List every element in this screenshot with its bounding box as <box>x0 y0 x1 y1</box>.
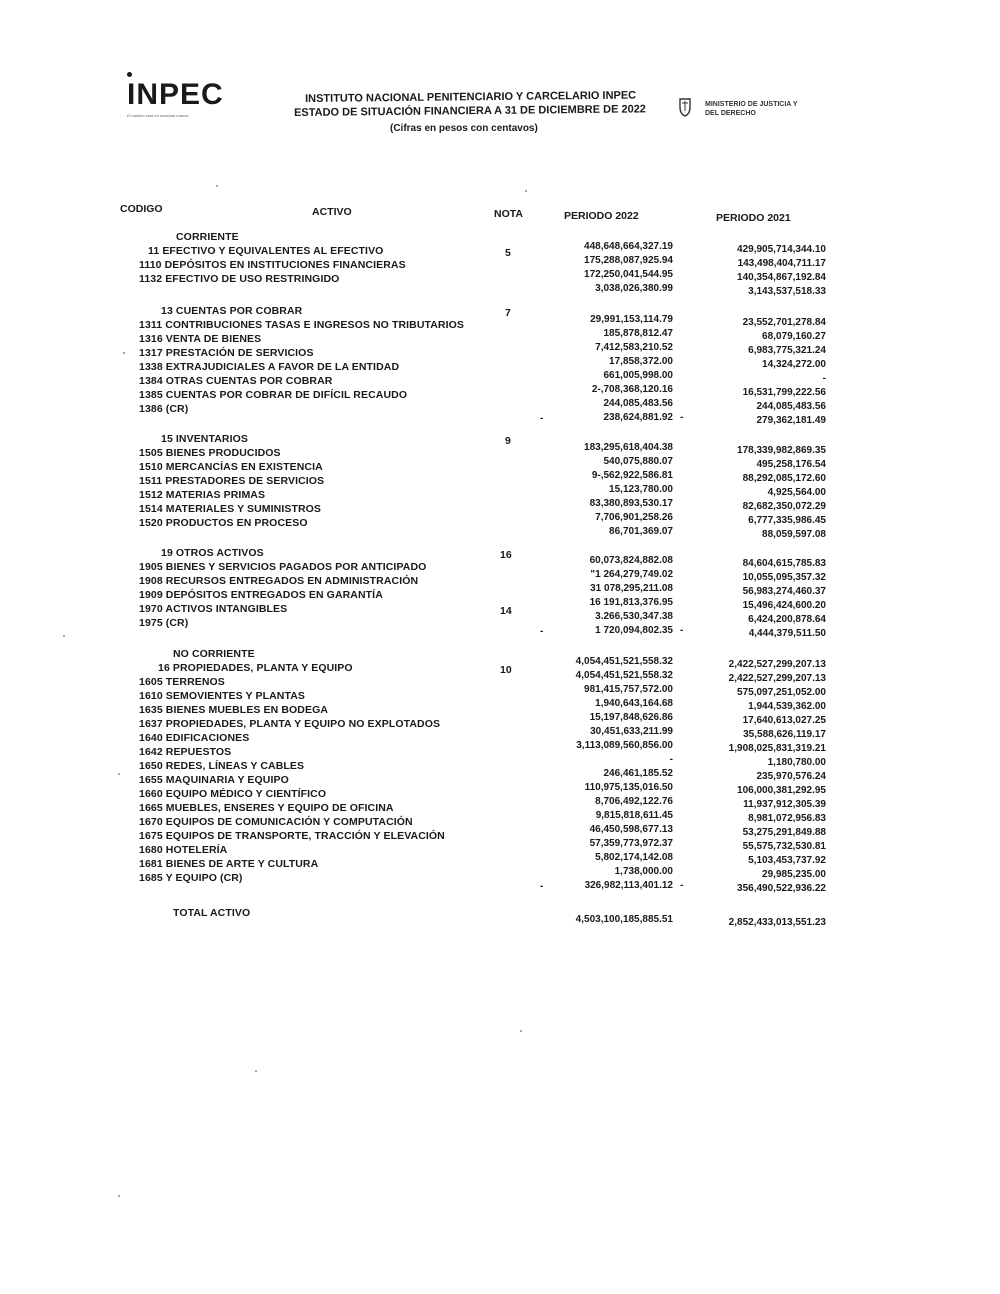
scan-speck <box>525 190 527 192</box>
column-header-period-2022: PERIODO 2022 <box>564 210 639 222</box>
account-label: 1681 BIENES DE ARTE Y CULTURA <box>139 858 319 870</box>
value-2022: 238,624,881.92 <box>603 412 673 423</box>
value-2022: 1 720,094,802.35 <box>595 625 673 636</box>
note-ref: 16 <box>500 549 512 561</box>
minus-marker-2022: - <box>540 413 544 424</box>
value-2021: 1,908,025,831,319.21 <box>728 743 826 754</box>
value-2022: 1,738,000.00 <box>614 866 673 877</box>
account-label: 1660 EQUIPO MÉDICO Y CIENTÍFICO <box>139 788 327 800</box>
scan-speck <box>123 352 125 354</box>
value-2021: 8,981,072,956.83 <box>748 813 826 824</box>
minus-marker-2022: - <box>540 626 544 637</box>
inpec-logo: INPEC <box>127 78 224 111</box>
value-2022: 30,451,633,211.99 <box>590 726 673 737</box>
note-ref: 14 <box>500 605 512 617</box>
account-label: 1665 MUEBLES, ENSERES Y EQUIPO DE OFICINA <box>139 802 394 814</box>
value-2021: 4,444,379,511.50 <box>748 628 826 639</box>
value-2021: 143,498,404,711.17 <box>737 258 826 269</box>
account-label: 1338 EXTRAJUDICIALES A FAVOR DE LA ENTIDAD <box>139 361 400 373</box>
value-2022: 172,250,041,544.95 <box>584 269 673 280</box>
value-2022: 9,815,818,611.45 <box>595 810 673 821</box>
value-2022: 246,461,185.52 <box>603 768 673 779</box>
account-label: 15 INVENTARIOS <box>161 433 248 446</box>
value-2022: 7,412,583,210.52 <box>595 342 673 353</box>
value-2021: 2,422,527,299,207.13 <box>728 673 826 684</box>
account-label: 1311 CONTRIBUCIONES TASAS E INGRESOS NO TRIBUTARIOS <box>139 319 465 331</box>
account-label: 1909 DEPÓSITOS ENTREGADOS EN GARANTÍA <box>139 589 383 601</box>
account-label: 16 PROPIEDADES, PLANTA Y EQUIPO <box>158 662 353 675</box>
value-2021: 88,059,597.08 <box>762 529 826 540</box>
value-2022: 448,648,664,327.19 <box>584 241 673 252</box>
value-2021: 2,852,433,013,551.23 <box>728 917 826 928</box>
value-2021: 244,085,483.56 <box>756 401 826 412</box>
column-header-period-2021: PERIODO 2021 <box>716 212 791 224</box>
scan-speck <box>63 635 65 637</box>
value-2022: 9-,562,922,586.81 <box>591 470 673 481</box>
account-label: 1384 OTRAS CUENTAS POR COBRAR <box>139 375 333 387</box>
scan-speck <box>255 1070 257 1072</box>
value-2021: 495,258,176.54 <box>756 459 826 470</box>
account-label: 1511 PRESTADORES DE SERVICIOS <box>139 475 325 487</box>
account-label: 1110 DEPÓSITOS EN INSTITUCIONES FINANCIERAS <box>139 259 406 271</box>
value-2022: 3,038,026,380.99 <box>595 283 673 294</box>
account-label: 1680 HOTELERÍA <box>139 844 228 856</box>
value-2021: 140,354,867,192.84 <box>737 272 826 283</box>
value-2022: 3,113,089,560,856.00 <box>576 740 673 751</box>
account-label: 1505 BIENES PRODUCIDOS <box>139 447 281 459</box>
value-2021: 35,588,626,119.17 <box>743 729 826 740</box>
account-label: 1675 EQUIPOS DE TRANSPORTE, TRACCIÓN Y ELEVACIÓN <box>139 830 445 842</box>
value-2021: 82,682,350,072.29 <box>742 501 826 512</box>
value-2022: 185,878,812.47 <box>603 328 673 339</box>
note-ref: 7 <box>505 307 511 319</box>
value-2022: 8,706,492,122.76 <box>595 796 673 807</box>
ministry-line2: DEL DERECHO <box>705 110 756 117</box>
note-ref: 5 <box>505 247 511 259</box>
account-label: 1975 (CR) <box>139 617 189 629</box>
value-2021: 6,983,775,321.24 <box>748 345 826 356</box>
value-2021: 235,970,576.24 <box>756 771 826 782</box>
value-2021: 23,552,701,278.84 <box>742 317 826 328</box>
account-label: NO CORRIENTE <box>173 648 255 661</box>
account-label: 11 EFECTIVO Y EQUIVALENTES AL EFECTIVO <box>148 245 384 258</box>
value-2021: 3,143,537,518.33 <box>748 286 826 297</box>
value-2022: 46,450,598,677.13 <box>589 824 673 835</box>
account-label: 1317 PRESTACIÓN DE SERVICIOS <box>139 347 314 359</box>
account-label: 1605 TERRENOS <box>139 676 225 688</box>
value-2022: 15,123,780.00 <box>609 484 673 495</box>
account-label: 1510 MERCANCÍAS EN EXISTENCIA <box>139 461 323 473</box>
account-label: 1512 MATERIAS PRIMAS <box>139 489 266 501</box>
value-2021: 53,275,291,849.88 <box>742 827 826 838</box>
value-2021: 279,362,181.49 <box>756 415 826 426</box>
value-2022: 175,288,087,925.94 <box>584 255 673 266</box>
account-label: 1514 MATERIALES Y SUMINISTROS <box>139 503 322 515</box>
value-2022: 3.266,530,347.38 <box>595 611 673 622</box>
value-2022: 15,197,848,626.86 <box>589 712 673 723</box>
value-2022: 4,054,451,521,558.32 <box>575 670 673 681</box>
account-label: 1637 PROPIEDADES, PLANTA Y EQUIPO NO EXPLOTADOS <box>139 718 441 730</box>
document-title-line1: INSTITUTO NACIONAL PENITENCIARIO Y CARCELARIO INPEC <box>305 89 637 105</box>
value-2022: 4,054,451,521,558.32 <box>575 656 673 667</box>
account-label: 1908 RECURSOS ENTREGADOS EN ADMINISTRACIÓN <box>139 575 419 587</box>
account-label: 1385 CUENTAS POR COBRAR DE DIFÍCIL RECAUDO <box>139 389 408 401</box>
account-label: 1520 PRODUCTOS EN PROCESO <box>139 517 308 529</box>
value-2021: 84,604,615,785.83 <box>742 558 826 569</box>
account-label: 1670 EQUIPOS DE COMUNICACIÓN Y COMPUTACIÓN <box>139 816 413 828</box>
minus-marker-2021: - <box>680 412 684 423</box>
value-2021: 56,983,274,460.37 <box>742 586 826 597</box>
column-header-note: NOTA <box>494 208 523 220</box>
value-2021: 16,531,799,222.56 <box>742 387 826 398</box>
account-label: 1650 REDES, LÍNEAS Y CABLES <box>139 760 305 772</box>
logo-tagline: El cambio está en nuestras manos <box>127 113 189 118</box>
account-label: 19 OTROS ACTIVOS <box>161 547 264 560</box>
value-2021: 5,103,453,737.92 <box>748 855 826 866</box>
value-2021: 2,422,527,299,207.13 <box>728 659 826 670</box>
column-header-asset: ACTIVO <box>312 206 352 218</box>
value-2021: 6,777,335,986.45 <box>748 515 826 526</box>
value-2021: 106,000,381,292.95 <box>737 785 826 796</box>
ministry-name <box>705 100 798 118</box>
account-label: 1132 EFECTIVO DE USO RESTRINGIDO <box>139 273 340 285</box>
account-label: 1610 SEMOVIENTES Y PLANTAS <box>139 690 305 702</box>
value-2022: 83,380,893,530.17 <box>589 498 673 509</box>
value-2021: 15,496,424,600.20 <box>742 600 826 611</box>
value-2021: 1,944,539,362.00 <box>748 701 826 712</box>
value-2022: 4,503,100,185,885.51 <box>575 914 673 925</box>
ministry-line1: MINISTERIO DE JUSTICIA Y <box>705 101 798 108</box>
scan-speck <box>118 1195 120 1197</box>
value-2022: 7,706,901,258.26 <box>595 512 673 523</box>
value-2021: 88,292,085,172.60 <box>742 473 826 484</box>
column-header-code: CODIGO <box>120 203 163 215</box>
account-label: 1386 (CR) <box>139 403 189 415</box>
value-2022: - <box>669 754 673 765</box>
value-2022: 183,295,618,404.38 <box>584 442 673 453</box>
value-2021: 11,937,912,305.39 <box>743 799 826 810</box>
value-2022: 60,073,824,882.08 <box>589 555 673 566</box>
scan-speck <box>216 185 218 187</box>
account-label: 1655 MAQUINARIA Y EQUIPO <box>139 774 289 786</box>
account-label: 1642 REPUESTOS <box>139 746 232 758</box>
value-2021: 356,490,522,936.22 <box>737 883 826 894</box>
minus-marker-2021: - <box>680 625 684 636</box>
scan-speck <box>520 1030 522 1032</box>
value-2021: 178,339,982,869.35 <box>737 445 826 456</box>
value-2022: 540,075,880.07 <box>603 456 673 467</box>
account-label: 13 CUENTAS POR COBRAR <box>161 305 303 318</box>
value-2021: 29,985,235.00 <box>762 869 826 880</box>
value-2021: 55,575,732,530.81 <box>742 841 826 852</box>
value-2022: 5,802,174,142.08 <box>595 852 673 863</box>
coat-of-arms-icon <box>678 97 692 117</box>
value-2022: 110,975,135,016.50 <box>584 782 673 793</box>
value-2021: 1,180,780.00 <box>767 757 826 768</box>
value-2022: "1 264,279,749.02 <box>590 569 673 580</box>
value-2021: - <box>822 373 826 384</box>
value-2022: 326,982,113,401.12 <box>584 880 673 891</box>
value-2021: 68,079,160.27 <box>762 331 826 342</box>
note-ref: 9 <box>505 435 511 447</box>
account-label: 1970 ACTIVOS INTANGIBLES <box>139 603 288 615</box>
value-2021: 17,640,613,027.25 <box>742 715 826 726</box>
value-2022: 86,701,369.07 <box>609 526 673 537</box>
value-2022: 29,991,153,114.79 <box>590 314 673 325</box>
value-2022: 16 191,813,376.95 <box>589 597 673 608</box>
minus-marker-2021: - <box>680 880 684 891</box>
account-label: 1905 BIENES Y SERVICIOS PAGADOS POR ANTICIPADO <box>139 561 427 573</box>
value-2021: 4,925,564.00 <box>767 487 826 498</box>
document-title-line2: ESTADO DE SITUACIÓN FINANCIERA A 31 DE DICIEMBRE DE 2022 <box>294 103 646 119</box>
value-2021: 575,097,251,052.00 <box>737 687 826 698</box>
document-title-line3: (Cifras en pesos con centavos) <box>390 123 538 134</box>
value-2021: 14,324,272.00 <box>762 359 826 370</box>
note-ref: 10 <box>500 664 512 676</box>
account-label: 1635 BIENES MUEBLES EN BODEGA <box>139 704 329 716</box>
value-2022: 17,858,372.00 <box>609 356 673 367</box>
value-2022: 661,005,998.00 <box>603 370 673 381</box>
logo-dot <box>127 72 132 77</box>
account-label: 1685 Y EQUIPO (CR) <box>139 872 243 884</box>
value-2022: 31 078,295,211.08 <box>590 583 673 594</box>
value-2022: 1,940,643,164.68 <box>595 698 673 709</box>
value-2021: 10,055,095,357.32 <box>742 572 826 583</box>
account-label: TOTAL ACTIVO <box>173 907 251 920</box>
account-label: 1640 EDIFICACIONES <box>139 732 250 744</box>
account-label: CORRIENTE <box>176 231 239 244</box>
minus-marker-2022: - <box>540 881 544 892</box>
value-2022: 981,415,757,572.00 <box>584 684 673 695</box>
value-2022: 244,085,483.56 <box>603 398 673 409</box>
scan-speck <box>118 773 120 775</box>
value-2021: 429,905,714,344.10 <box>737 244 826 255</box>
value-2022: 2-,708,368,120.16 <box>591 384 673 395</box>
account-label: 1316 VENTA DE BIENES <box>139 333 262 345</box>
value-2021: 6,424,200,878.64 <box>748 614 826 625</box>
value-2022: 57,359,773,972.37 <box>589 838 673 849</box>
